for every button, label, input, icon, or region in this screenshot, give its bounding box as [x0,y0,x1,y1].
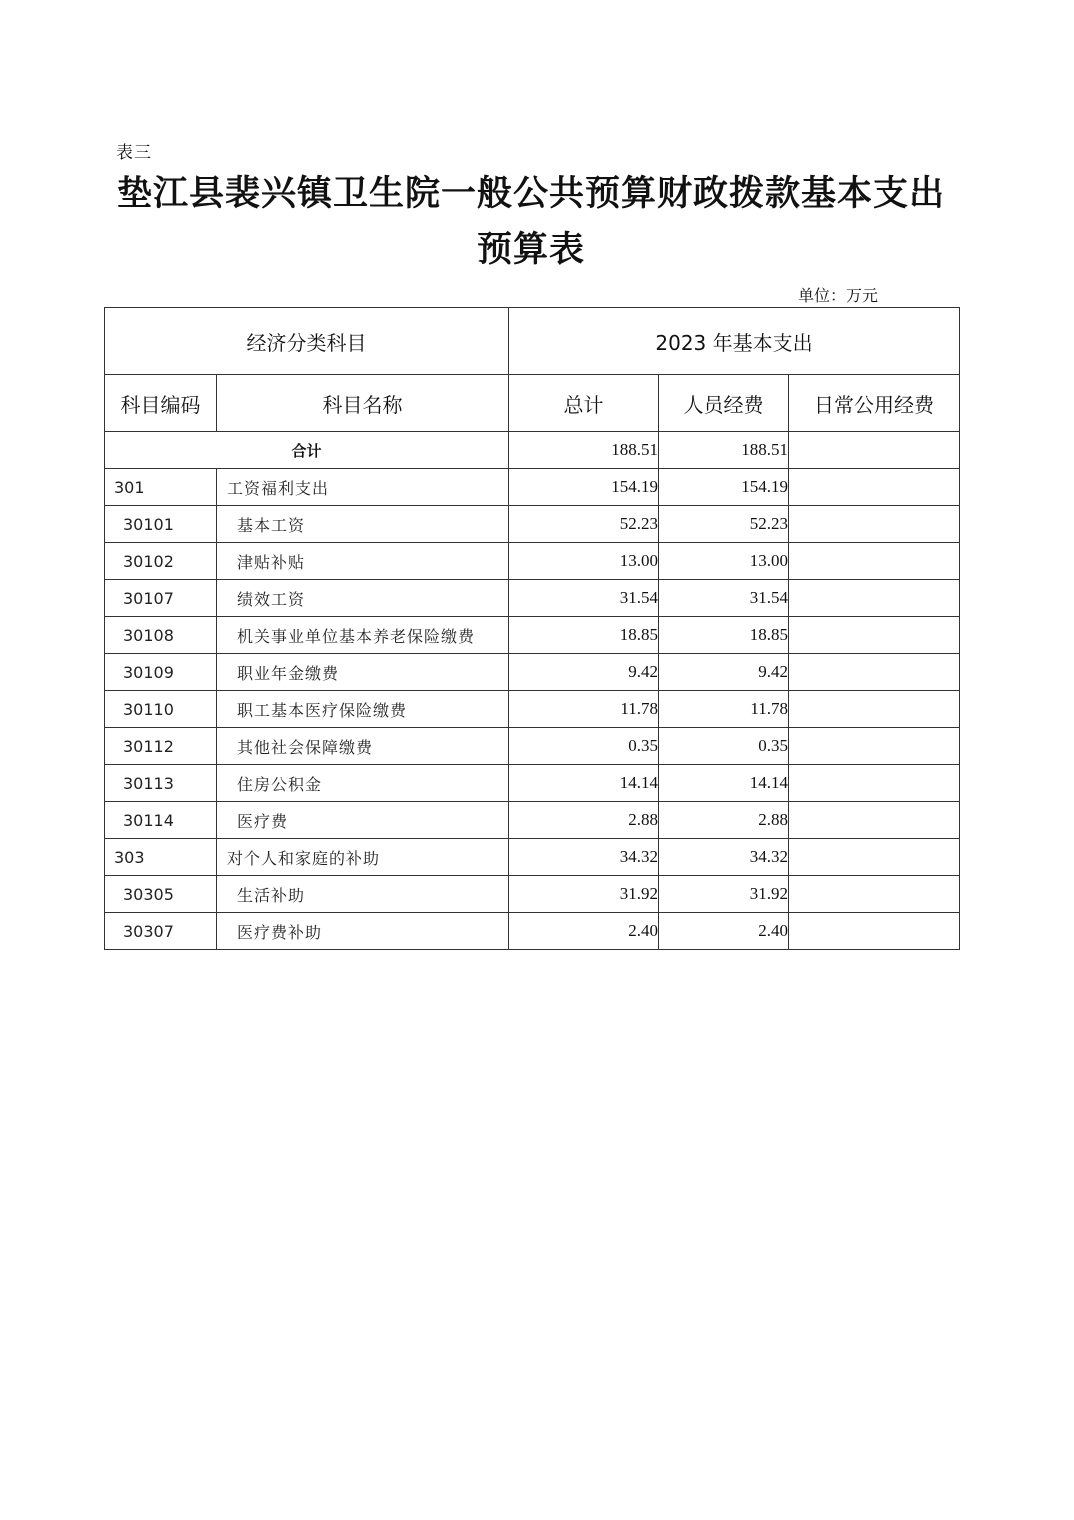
row-code: 303 [105,839,217,876]
row-total: 2.88 [509,802,659,839]
row-public [789,839,960,876]
row-personnel: 2.88 [659,802,789,839]
row-name: 基本工资 [217,506,509,543]
row-name: 职工基本医疗保险缴费 [217,691,509,728]
row-personnel: 2.40 [659,913,789,950]
row-personnel: 34.32 [659,839,789,876]
row-public [789,469,960,506]
table-row [105,913,960,950]
table-body [105,432,960,950]
row-total: 31.54 [509,580,659,617]
row-public [789,802,960,839]
row-code: 30101 [105,506,217,543]
row-public [789,580,960,617]
row-name: 生活补助 [217,876,509,913]
row-personnel: 31.54 [659,580,789,617]
row-public [789,617,960,654]
table-row [105,617,960,654]
row-public [789,876,960,913]
row-code: 30110 [105,691,217,728]
row-personnel: 14.14 [659,765,789,802]
row-name: 职业年金缴费 [217,654,509,691]
row-total: 2.40 [509,913,659,950]
row-total: 18.85 [509,617,659,654]
row-code: 30108 [105,617,217,654]
total-label: 合计 [105,432,509,469]
table-row [105,506,960,543]
row-personnel: 13.00 [659,543,789,580]
table-row [105,876,960,913]
row-personnel: 18.85 [659,617,789,654]
row-code: 30307 [105,913,217,950]
row-name: 工资福利支出 [217,469,509,506]
row-total: 11.78 [509,691,659,728]
row-code: 30305 [105,876,217,913]
row-public [789,765,960,802]
row-personnel: 31.92 [659,876,789,913]
row-total: 0.35 [509,728,659,765]
row-personnel: 0.35 [659,728,789,765]
document-title: 垫江县裴兴镇卫生院一般公共预算财政拨款基本支出预算表 [116,173,945,270]
column-header-total: 总计 [509,375,659,432]
row-code: 30114 [105,802,217,839]
table-row [105,802,960,839]
column-header-name: 科目名称 [217,375,509,432]
row-name: 绩效工资 [217,580,509,617]
header-group-row [105,308,960,375]
total-personnel: 188.51 [659,432,789,469]
table-row [105,765,960,802]
table-row [105,691,960,728]
row-name: 住房公积金 [217,765,509,802]
row-public [789,691,960,728]
row-code: 301 [105,469,217,506]
row-name: 其他社会保障缴费 [217,728,509,765]
row-name: 对个人和家庭的补助 [217,839,509,876]
table-row [105,469,960,506]
row-personnel: 9.42 [659,654,789,691]
row-name: 津贴补贴 [217,543,509,580]
row-personnel: 11.78 [659,691,789,728]
total-amount: 188.51 [509,432,659,469]
total-row [105,432,960,469]
table-row [105,654,960,691]
row-name: 机关事业单位基本养老保险缴费 [217,617,509,654]
column-header-public: 日常公用经费 [789,375,960,432]
row-code: 30112 [105,728,217,765]
table-number-label: 表三 [116,143,152,163]
column-header-code: 科目编码 [105,375,217,432]
row-total: 14.14 [509,765,659,802]
row-total: 34.32 [509,839,659,876]
unit-label: 单位：万元 [798,286,879,305]
row-total: 31.92 [509,876,659,913]
row-total: 13.00 [509,543,659,580]
row-name: 医疗费补助 [217,913,509,950]
row-public [789,913,960,950]
table-row [105,543,960,580]
row-personnel: 52.23 [659,506,789,543]
table-row [105,580,960,617]
row-code: 30107 [105,580,217,617]
row-name: 医疗费 [217,802,509,839]
row-personnel: 154.19 [659,469,789,506]
column-header-personnel: 人员经费 [659,375,789,432]
row-code: 30102 [105,543,217,580]
row-total: 154.19 [509,469,659,506]
total-public [789,432,960,469]
header-column-row [105,375,960,432]
row-public [789,506,960,543]
header-basic-expenditure-2023: 2023 年基本支出 [509,308,960,375]
row-public [789,654,960,691]
row-code: 30113 [105,765,217,802]
header-economic-classification: 经济分类科目 [105,308,509,375]
table-row [105,839,960,876]
row-total: 52.23 [509,506,659,543]
row-public [789,728,960,765]
table-row [105,728,960,765]
budget-table [104,307,960,950]
row-public [789,543,960,580]
row-total: 9.42 [509,654,659,691]
row-code: 30109 [105,654,217,691]
